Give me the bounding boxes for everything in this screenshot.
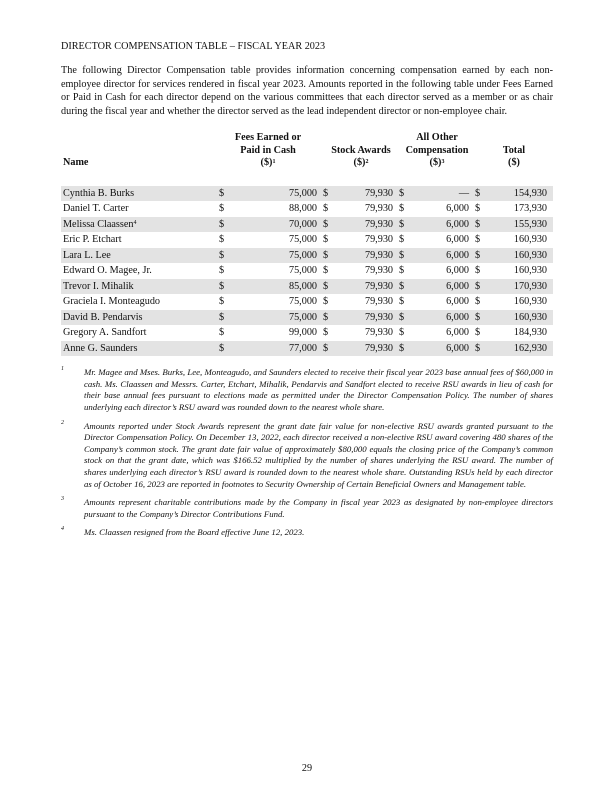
fees-value: 75,000 (288, 265, 317, 277)
table-row (61, 325, 553, 341)
currency-symbol: $ (399, 296, 405, 308)
footnote-mark: 1 (61, 366, 64, 373)
table-row (61, 310, 553, 326)
total-value: 170,930 (505, 279, 553, 295)
currency-symbol: $ (219, 327, 225, 339)
footnote-1 (61, 367, 553, 413)
footnote-text: Ms. Claassen resigned from the Board effective June 12, 2023. (84, 527, 305, 538)
director-name-text: Trevor I. Mihalik (63, 280, 134, 292)
table-header-row (61, 132, 553, 170)
other-compensation-value: 6,000 (446, 327, 469, 339)
stock-awards-value: 79,930 (353, 310, 399, 326)
currency-symbol: $ (219, 296, 225, 308)
currency-symbol: $ (399, 279, 429, 295)
currency-symbol: $ (219, 234, 225, 246)
header-stock (323, 132, 399, 170)
currency-symbol: $ (399, 203, 405, 215)
currency-symbol: $ (399, 217, 429, 233)
footnote-mark: 2 (61, 419, 64, 426)
stock-awards-value: 79,930 (364, 296, 393, 308)
currency-symbol: $ (323, 296, 329, 308)
stock-awards-value: 79,930 (364, 234, 393, 246)
director-name-text: Eric P. Etchart (63, 234, 122, 246)
header-other-line2: Compensation (405, 144, 469, 156)
currency-symbol: $ (475, 234, 481, 246)
currency-symbol: $ (323, 217, 353, 233)
director-name-text: Gregory A. Sandfort (63, 327, 147, 339)
currency-symbol: $ (323, 234, 329, 246)
currency-symbol: $ (475, 203, 481, 215)
footnote-4 (61, 527, 553, 539)
currency-symbol: $ (475, 248, 505, 264)
total-value: 160,930 (513, 265, 547, 277)
currency-symbol: $ (219, 265, 225, 277)
table-body (61, 186, 553, 357)
total-value: 160,930 (513, 296, 547, 308)
currency-symbol: $ (399, 265, 405, 277)
total-value: 155,930 (505, 217, 553, 233)
footnotes (61, 367, 553, 539)
currency-symbol: $ (323, 248, 353, 264)
currency-symbol: $ (323, 265, 329, 277)
fees-value: 85,000 (277, 279, 323, 295)
footnote-ref-2: 2 (365, 159, 369, 166)
section-title: DIRECTOR COMPENSATION TABLE – FISCAL YEAR 2023 (61, 41, 326, 52)
header-total-line2: ($) (508, 157, 520, 169)
stock-awards-value: 79,930 (364, 203, 393, 215)
intro-paragraph: The following Director Compensation table provides information concerning compensation earned by each non-employee director for services rendered in fiscal year 2023. Amounts reported in the following table under Fees Earned or Paid in Cash for each director depend on the various committees that each director served as a member or as chair during the fiscal year and whether the director served as the lead independent director or non-employee chair. (61, 65, 553, 118)
currency-symbol: $ (475, 341, 505, 357)
currency-symbol: $ (399, 327, 405, 339)
total-value: 160,930 (505, 248, 553, 264)
footnote-ref-4: 4 (133, 219, 137, 226)
currency-symbol: $ (399, 310, 429, 326)
currency-symbol: $ (399, 248, 429, 264)
director-name-text: Graciela I. Monteagudo (63, 296, 161, 308)
other-compensation-value: 6,000 (446, 265, 469, 277)
fees-value: 75,000 (288, 296, 317, 308)
other-compensation-value: 6,000 (446, 203, 469, 215)
stock-awards-value: 79,930 (353, 217, 399, 233)
director-name-text: Edward O. Magee, Jr. (63, 265, 152, 277)
currency-symbol: $ (323, 203, 329, 215)
fees-value: 77,000 (277, 341, 323, 357)
currency-symbol: $ (213, 310, 277, 326)
currency-symbol: $ (475, 265, 481, 277)
stock-awards-value: 79,930 (353, 279, 399, 295)
footnote-ref-3: 3 (441, 159, 445, 166)
director-name-text: Daniel T. Carter (63, 203, 129, 215)
stock-awards-value: 79,930 (364, 265, 393, 277)
stock-awards-value: 79,930 (353, 341, 399, 357)
director-name (61, 263, 213, 279)
fees-value: 99,000 (288, 327, 317, 339)
currency-symbol: $ (475, 279, 505, 295)
currency-symbol: $ (399, 234, 405, 246)
currency-symbol: $ (213, 248, 277, 264)
table-row (61, 248, 553, 264)
fees-value: 70,000 (277, 217, 323, 233)
director-name-text: Anne G. Saunders (63, 342, 138, 354)
director-compensation-table (61, 132, 553, 356)
director-name (61, 341, 213, 357)
currency-symbol: $ (399, 341, 429, 357)
header-fees-line3 (213, 157, 323, 170)
other-compensation-value: 6,000 (446, 234, 469, 246)
currency-symbol: $ (475, 186, 505, 202)
currency-symbol: $ (323, 186, 353, 202)
director-name (61, 310, 213, 326)
director-name (61, 294, 213, 310)
other-compensation-value: 6,000 (429, 217, 475, 233)
other-compensation-value: 6,000 (446, 296, 469, 308)
fees-value: 75,000 (288, 234, 317, 246)
table-row (61, 201, 553, 217)
currency-symbol: $ (219, 203, 225, 215)
footnote-2 (61, 421, 553, 491)
table-row (61, 263, 553, 279)
other-compensation-value: 6,000 (429, 248, 475, 264)
currency-symbol: $ (399, 186, 429, 202)
header-name (61, 132, 213, 170)
fees-value: 75,000 (277, 186, 323, 202)
currency-symbol: $ (323, 310, 353, 326)
currency-symbol: $ (213, 186, 277, 202)
header-stock-unit: ($) (353, 157, 366, 169)
director-name (61, 279, 213, 295)
header-other-line3 (399, 157, 475, 170)
footnote-mark: 4 (61, 526, 64, 533)
header-fees-line1: Fees Earned or (234, 131, 302, 143)
header-total (475, 132, 553, 170)
currency-symbol: $ (213, 341, 277, 357)
director-name-text: Lara L. Lee (63, 249, 111, 261)
table-row (61, 279, 553, 295)
total-value: 184,930 (513, 327, 547, 339)
table-row (61, 294, 553, 310)
currency-symbol: $ (475, 217, 505, 233)
currency-symbol: $ (323, 341, 353, 357)
footnote-ref-1: 1 (272, 159, 276, 166)
other-compensation-value: 6,000 (429, 310, 475, 326)
table-row (61, 341, 553, 357)
director-name-text: Cynthia B. Burks (63, 187, 135, 199)
stock-awards-value: 79,930 (364, 327, 393, 339)
table-row (61, 186, 553, 202)
director-name (61, 201, 213, 217)
fees-value: 88,000 (288, 203, 317, 215)
stock-awards-value: 79,930 (353, 248, 399, 264)
footnote-text: Mr. Magee and Mses. Burks, Lee, Monteagudo, and Saunders elected to receive their fiscal year 2023 base annual fees of $60,000 in cash. Ms. Claassen and Messrs. Carter, Etchart, Mihalik, Pendarvis and Sandfort elected to receive RSU awards in lieu of cash for their base annual fees pursuant to elections made as permitted under the Director Compensation Policy. The number of shares underlying each director’s RSU award was rounded down to the nearest whole share. (84, 367, 553, 412)
header-fees-unit: ($) (260, 157, 273, 169)
fees-value: 75,000 (277, 248, 323, 264)
header-other (399, 132, 475, 170)
header-other-unit: ($) (429, 157, 442, 169)
currency-symbol: $ (475, 327, 481, 339)
footnote-text: Amounts represent charitable contributions made by the Company in fiscal year 2023 as designated by non-employee directors pursuant to the Company’s Director Contributions Fund. (84, 497, 553, 519)
total-value: 173,930 (513, 203, 547, 215)
document-page (61, 40, 553, 546)
director-name-text: Melissa Claassen (63, 218, 134, 230)
director-name (61, 248, 213, 264)
total-value: 160,930 (513, 234, 547, 246)
header-stock-line1: Stock Awards (331, 144, 391, 156)
total-value: 154,930 (505, 186, 553, 202)
header-stock-line2 (323, 157, 399, 170)
currency-symbol: $ (475, 310, 505, 326)
header-other-line1: All Other (416, 131, 458, 143)
footnote-mark: 3 (61, 496, 64, 503)
director-name (61, 186, 213, 202)
total-value: 160,930 (505, 310, 553, 326)
director-name (61, 217, 213, 233)
other-compensation-value: — (429, 186, 475, 202)
total-value: 162,930 (505, 341, 553, 357)
stock-awards-value: 79,930 (353, 186, 399, 202)
fees-value: 75,000 (277, 310, 323, 326)
currency-symbol: $ (213, 217, 277, 233)
table-row (61, 232, 553, 248)
table-row (61, 217, 553, 233)
header-total-line1: Total (502, 144, 526, 156)
director-name (61, 232, 213, 248)
header-spacer (61, 170, 553, 186)
director-name (61, 325, 213, 341)
currency-symbol: $ (323, 279, 353, 295)
currency-symbol: $ (323, 327, 329, 339)
header-name-label: Name (63, 157, 89, 169)
header-fees-line2: Paid in Cash (240, 144, 296, 156)
currency-symbol: $ (213, 279, 277, 295)
other-compensation-value: 6,000 (429, 279, 475, 295)
header-fees (213, 132, 323, 170)
footnote-text: Amounts reported under Stock Awards represent the grant date fair value for non-elective RSU awards granted pursuant to the Director Compensation Policy. On December 13, 2022, each director received a non-elective RSU award covering 480 shares of the Company’s common stock. The grant date fair value of approximately $80,000 equals the closing price of the Company’s common stock on that the grant date, which was $166.52 multiplied by the number of shares underlying the RSU award. The number of shares underlying each director’s RSU award is rounded down to the nearest whole share. Outstanding RSUs held by each director as of October 16, 2023 are reported in footnotes to Security Ownership of Certain Beneficial Owners and Management table. (84, 420, 553, 489)
currency-symbol: $ (475, 296, 481, 308)
footnote-3 (61, 497, 553, 520)
page-number: 29 (301, 763, 313, 774)
other-compensation-value: 6,000 (429, 341, 475, 357)
director-name-text: David B. Pendarvis (63, 311, 143, 323)
